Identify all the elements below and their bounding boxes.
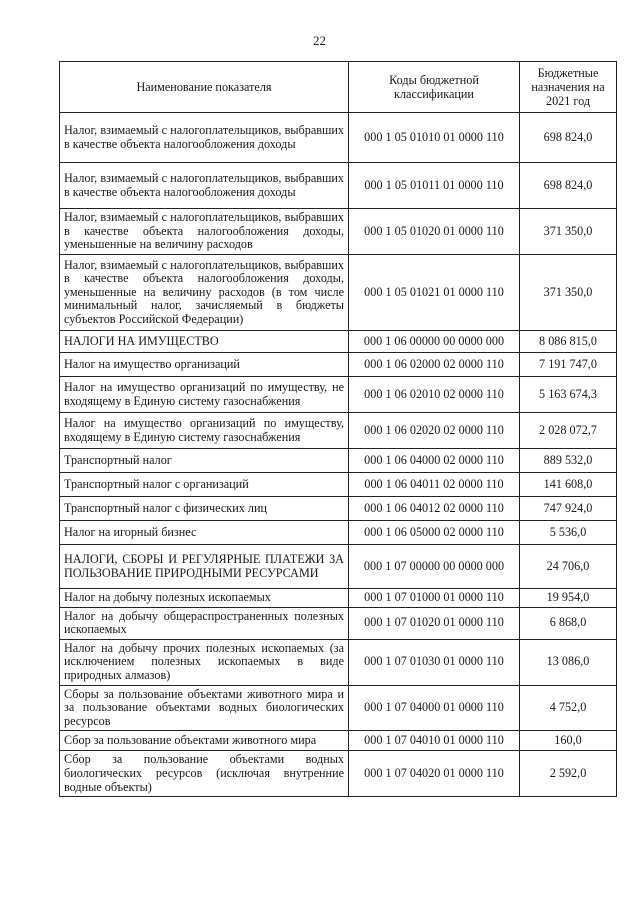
row-name: Налог на игорный бизнес <box>60 521 349 545</box>
table-row <box>60 255 617 331</box>
row-name: НАЛОГИ НА ИМУЩЕСТВО <box>60 331 349 353</box>
row-value: 698 824,0 <box>520 163 617 209</box>
row-value: 698 824,0 <box>520 113 617 163</box>
row-name: Налог на имущество организаций по имуществу, не входящему в Единую систему газоснабжения <box>60 377 349 413</box>
table-row <box>60 113 617 163</box>
row-name: Налог на добычу прочих полезных ископаемых (за исключением полезных ископаемых в виде природных алмазов) <box>60 639 349 685</box>
row-code: 000 1 06 04000 02 0000 110 <box>349 449 520 473</box>
table-row <box>60 685 617 731</box>
row-name: Сборы за пользование объектами животного мира и за пользование объектами водных биологических ресурсов <box>60 685 349 731</box>
row-name: Транспортный налог с физических лиц <box>60 497 349 521</box>
row-code: 000 1 07 01000 01 0000 110 <box>349 589 520 608</box>
row-value: 160,0 <box>520 731 617 751</box>
row-name: Сбор за пользование объектами водных биологических ресурсов (исключая внутренние водные объекты) <box>60 751 349 797</box>
row-name: Налог, взимаемый с налогоплательщиков, выбравших в качестве объекта налогообложения доходы <box>60 163 349 209</box>
row-name: Налог на добычу полезных ископаемых <box>60 589 349 608</box>
row-value: 13 086,0 <box>520 639 617 685</box>
row-value: 4 752,0 <box>520 685 617 731</box>
row-value: 371 350,0 <box>520 209 617 255</box>
row-value: 5 163 674,3 <box>520 377 617 413</box>
row-name: Транспортный налог <box>60 449 349 473</box>
table-row <box>60 497 617 521</box>
row-value: 5 536,0 <box>520 521 617 545</box>
row-code: 000 1 07 04020 01 0000 110 <box>349 751 520 797</box>
row-code: 000 1 06 02010 02 0000 110 <box>349 377 520 413</box>
row-value: 19 954,0 <box>520 589 617 608</box>
row-value: 371 350,0 <box>520 255 617 331</box>
table-row <box>60 751 617 797</box>
row-name: Налог на имущество организаций по имуществу, входящему в Единую систему газоснабжения <box>60 413 349 449</box>
budget-table <box>59 61 617 797</box>
row-name: Транспортный налог с организаций <box>60 473 349 497</box>
table-row <box>60 353 617 377</box>
row-code: 000 1 06 02000 02 0000 110 <box>349 353 520 377</box>
table-row <box>60 521 617 545</box>
row-value: 889 532,0 <box>520 449 617 473</box>
table-row <box>60 331 617 353</box>
row-name: НАЛОГИ, СБОРЫ И РЕГУЛЯРНЫЕ ПЛАТЕЖИ ЗА ПОЛЬЗОВАНИЕ ПРИРОДНЫМИ РЕСУРСАМИ <box>60 545 349 589</box>
row-code: 000 1 07 00000 00 0000 000 <box>349 545 520 589</box>
row-code: 000 1 05 01020 01 0000 110 <box>349 209 520 255</box>
row-name: Налог, взимаемый с налогоплательщиков, выбравших в качестве объекта налогообложения доходы, уменьшенные на величину расходов <box>60 209 349 255</box>
row-name: Налог на добычу общераспространенных полезных ископаемых <box>60 607 349 639</box>
table-row <box>60 209 617 255</box>
row-name: Налог, взимаемый с налогоплательщиков, выбравших в качестве объекта налогообложения доходы <box>60 113 349 163</box>
row-value: 24 706,0 <box>520 545 617 589</box>
row-code: 000 1 06 00000 00 0000 000 <box>349 331 520 353</box>
table-row <box>60 607 617 639</box>
table-row <box>60 545 617 589</box>
row-name: Налог на имущество организаций <box>60 353 349 377</box>
table-row <box>60 639 617 685</box>
row-code: 000 1 07 04000 01 0000 110 <box>349 685 520 731</box>
row-code: 000 1 05 01010 01 0000 110 <box>349 113 520 163</box>
row-code: 000 1 05 01011 01 0000 110 <box>349 163 520 209</box>
header-value: Бюджетные назначения на 2021 год <box>520 62 617 113</box>
header-code: Коды бюджетной классификации <box>349 62 520 113</box>
table-row <box>60 413 617 449</box>
row-code: 000 1 07 04010 01 0000 110 <box>349 731 520 751</box>
row-name: Сбор за пользование объектами животного мира <box>60 731 349 751</box>
row-code: 000 1 06 05000 02 0000 110 <box>349 521 520 545</box>
table-row <box>60 377 617 413</box>
row-name: Налог, взимаемый с налогоплательщиков, выбравших в качестве объекта налогообложения доходы, уменьшенные на величину расходов (в том числе минимальный налог, зачисляемый в бюджеты субъектов Российской Федерации) <box>60 255 349 331</box>
row-value: 7 191 747,0 <box>520 353 617 377</box>
table-header-row <box>60 62 617 113</box>
row-value: 2 592,0 <box>520 751 617 797</box>
row-value: 2 028 072,7 <box>520 413 617 449</box>
row-value: 6 868,0 <box>520 607 617 639</box>
table-row <box>60 163 617 209</box>
row-value: 141 608,0 <box>520 473 617 497</box>
table-row <box>60 449 617 473</box>
header-name: Наименование показателя <box>60 62 349 113</box>
table-row <box>60 589 617 608</box>
row-code: 000 1 05 01021 01 0000 110 <box>349 255 520 331</box>
row-code: 000 1 07 01020 01 0000 110 <box>349 607 520 639</box>
row-code: 000 1 06 04012 02 0000 110 <box>349 497 520 521</box>
row-value: 747 924,0 <box>520 497 617 521</box>
row-code: 000 1 06 02020 02 0000 110 <box>349 413 520 449</box>
table-row <box>60 473 617 497</box>
page-number: 22 <box>313 33 326 48</box>
row-code: 000 1 06 04011 02 0000 110 <box>349 473 520 497</box>
row-value: 8 086 815,0 <box>520 331 617 353</box>
row-code: 000 1 07 01030 01 0000 110 <box>349 639 520 685</box>
table-row <box>60 731 617 751</box>
